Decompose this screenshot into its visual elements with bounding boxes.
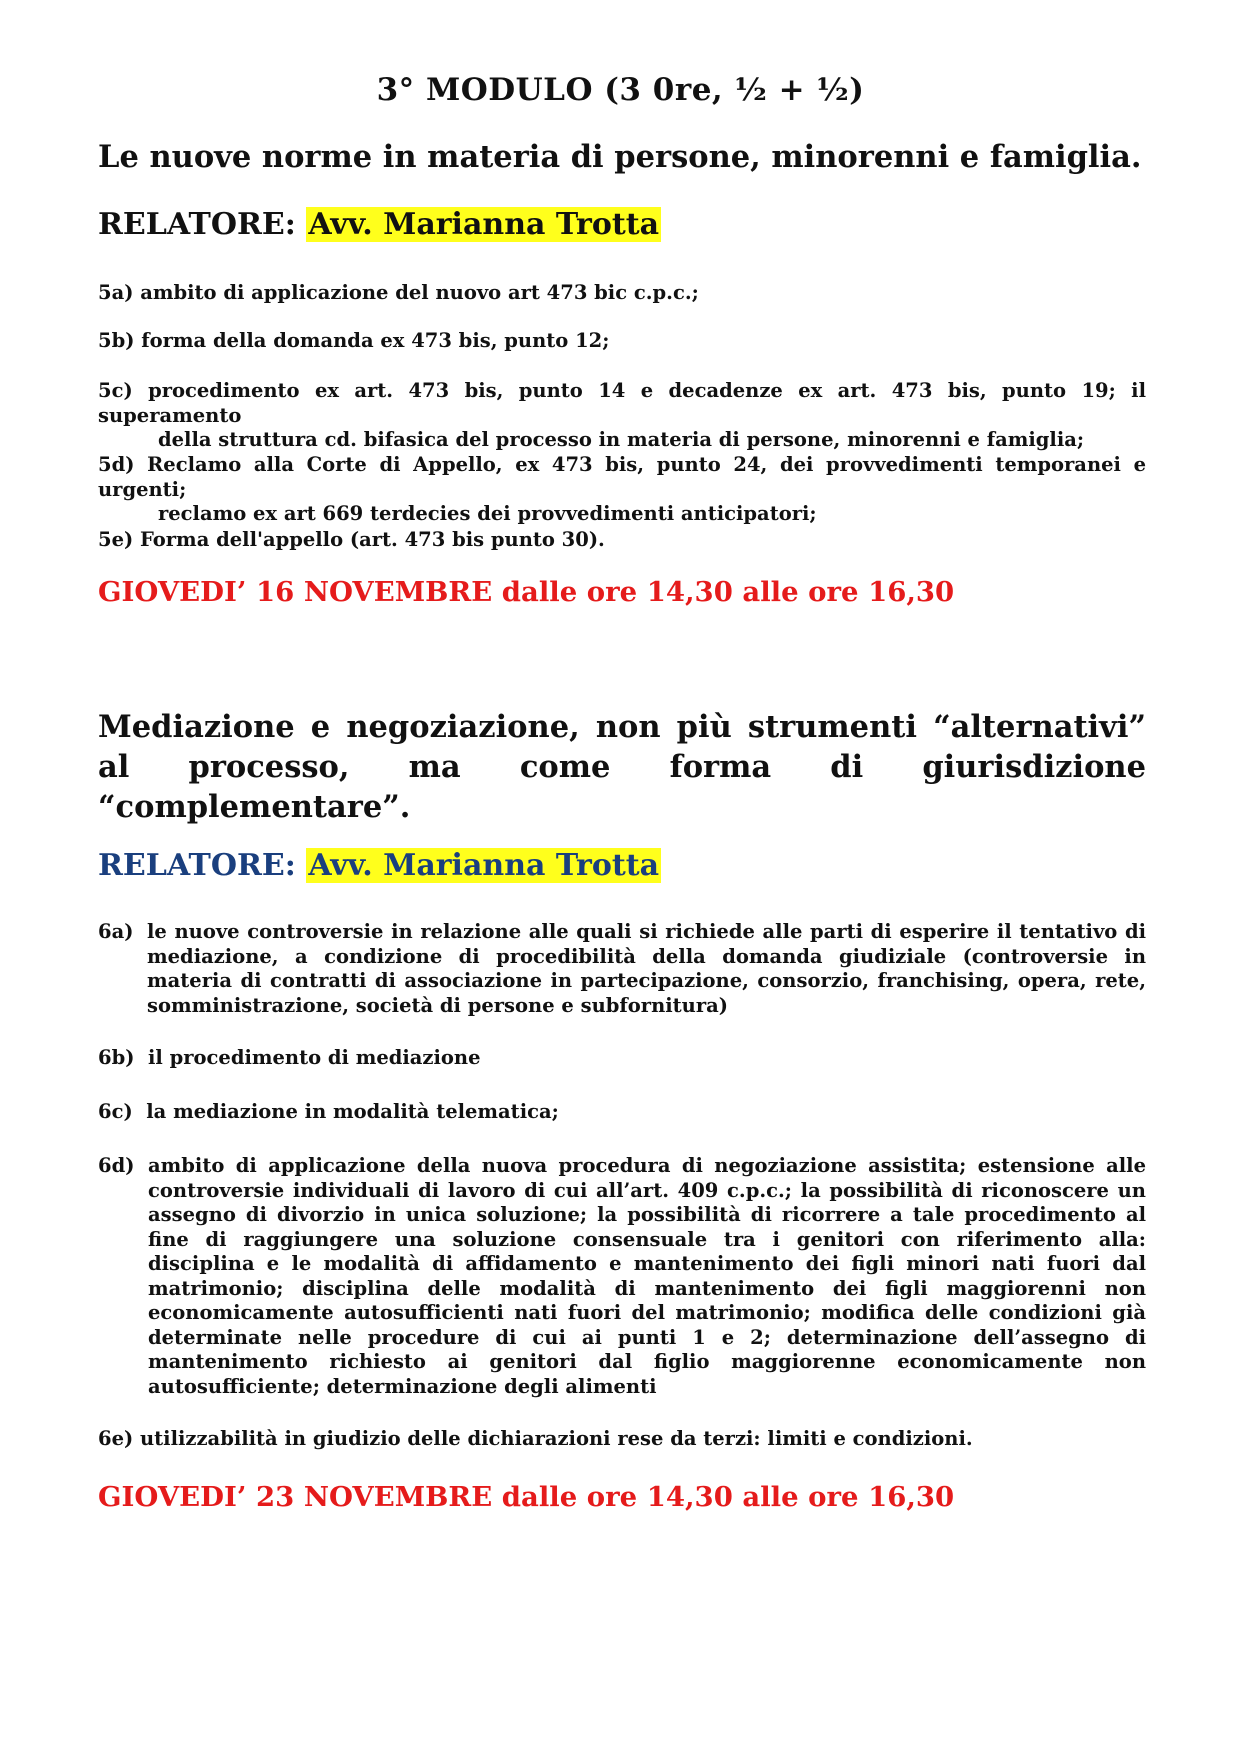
item-first-line — [98, 379, 1146, 428]
item-6a — [98, 920, 1146, 1018]
item-label: 5d) — [98, 453, 148, 476]
item-label: 6e) — [98, 1427, 140, 1450]
relatore-label: RELATORE: — [98, 848, 307, 883]
item-5b — [98, 329, 1146, 354]
heading-line-1: Mediazione e negoziazione, non più strumenti “alternativi” — [98, 709, 1146, 745]
item-5a — [98, 281, 1146, 306]
section2-heading — [98, 707, 1146, 827]
item-text: forma della domanda ex 473 bis, punto 12; — [141, 329, 610, 352]
module-title: 3° MODULO (3 0re, ½ + ½) — [376, 72, 865, 108]
item-continuation: della struttura cd. bifasica del processo in materia di persone, minorenni e famiglia; — [158, 428, 1085, 451]
item-label: 6c) — [98, 1100, 147, 1123]
item-text: le nuove controversie in relazione alle quali si richiede alle parti di esperire il tentativo di mediazione, a condizione di procedibilità della domanda giudiziale (controversie in materia di contratti di associazione in partecipazione, consorzio, franchising, opera, rete, somministrazione, società di persone e subfornitura) — [147, 920, 1146, 1017]
relatore-name: Avv. Marianna Trotta — [308, 848, 660, 883]
item-text: Forma dell'appello (art. 473 bis punto 30). — [140, 528, 605, 551]
section1-relatore — [98, 207, 661, 242]
item-label: 6b) — [98, 1046, 149, 1069]
item-continuation: reclamo ex art 669 terdecies dei provvedimenti anticipatori; — [158, 502, 817, 525]
relatore-label: RELATORE: — [98, 207, 307, 242]
section2-date: GIOVEDI’ 23 NOVEMBRE dalle ore 14,30 alle ore 16,30 — [98, 1481, 955, 1513]
item-text: ambito di applicazione del nuovo art 473 bic c.p.c.; — [140, 281, 699, 304]
item-label: 5a) — [98, 281, 141, 304]
item-first-line — [98, 453, 1146, 502]
item-text: utilizzabilità in giudizio delle dichiarazioni rese da terzi: limiti e condizioni. — [140, 1427, 973, 1450]
item-text: ambito di applicazione della nuova procedura di negoziazione assistita; estensione alle controversie individuali di lavoro di cui all’art. 409 c.p.c.; la possibilità di riconoscere un assegno di divorzio in unica soluzione; la possibilità di ricorrere a tale procedimento al fine di raggiungere una soluzione consensuale tra i genitori con riferimento alla: disciplina e le modalità di affidamento e mantenimento dei figli minori nati fuori dal matrimonio; disciplina delle modalità di mantenimento dei figli maggiorenni non economicamente autosufficienti nati fuori del matrimonio; modifica delle condizioni già determinate nelle procedure di cui ai punti 1 e 2; determinazione dell’assegno di mantenimento richiesto ai genitori dal figlio maggiorenne economicamente non autosufficiente; determinazione degli alimenti — [148, 1154, 1146, 1398]
item-label: 6d) — [98, 1154, 149, 1177]
item-text: procedimento ex art. 473 bis, punto 14 e decadenze ex art. 473 bis, punto 19; il superamento — [98, 379, 1146, 427]
item-label: 5c) — [98, 379, 149, 402]
item-6c — [98, 1100, 1146, 1125]
item-label: 6a) — [98, 920, 148, 943]
item-5e — [98, 528, 1146, 553]
item-5c — [98, 379, 1146, 453]
item-5d — [98, 453, 1146, 527]
item-6e — [98, 1427, 1146, 1452]
section1-date: GIOVEDI’ 16 NOVEMBRE dalle ore 14,30 alle ore 16,30 — [98, 576, 955, 608]
item-label: 5b) — [98, 329, 142, 352]
item-text: Reclamo alla Corte di Appello, ex 473 bis, punto 24, dei provvedimenti temporanei e urgenti; — [98, 453, 1146, 501]
heading-line-2: al processo, ma come forma di giurisdizione — [98, 749, 1146, 785]
item-6b — [98, 1046, 1146, 1071]
item-text: la mediazione in modalità telematica; — [146, 1100, 559, 1123]
heading-line-3: “complementare”. — [98, 789, 411, 825]
relatore-name: Avv. Marianna Trotta — [308, 207, 660, 242]
section2-relatore — [98, 848, 661, 883]
item-text: il procedimento di mediazione — [148, 1046, 481, 1069]
item-6d — [98, 1154, 1146, 1399]
item-label: 5e) — [98, 528, 140, 551]
section1-heading: Le nuove norme in materia di persone, minorenni e famiglia. — [98, 139, 1142, 175]
